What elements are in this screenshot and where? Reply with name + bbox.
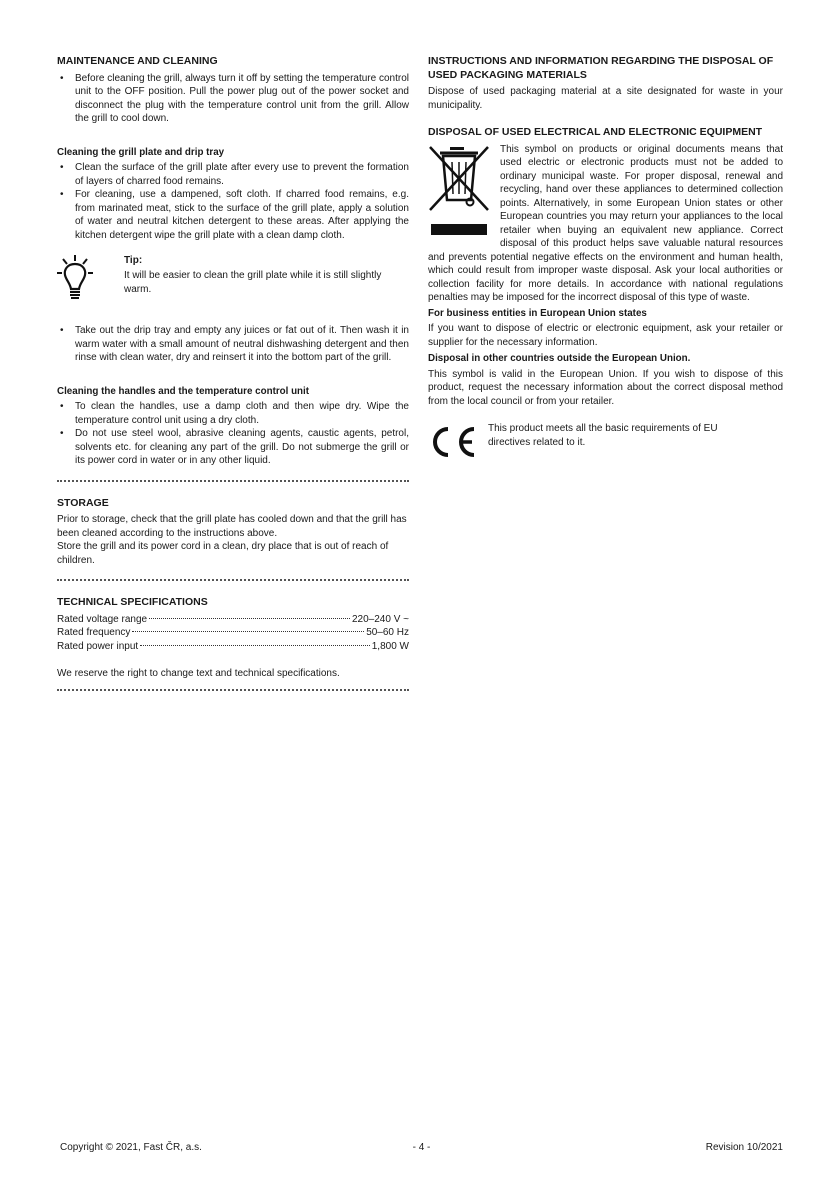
other-countries-heading: Disposal in other countries outside the European Union. [428,353,691,364]
footer-page-number: - 4 - [412,1142,431,1153]
plate-heading: Cleaning the grill plate and drip tray [57,146,225,158]
handles-list [57,400,409,468]
other-countries-text: This symbol is valid in the European Union. If you wish to dispose of this product, request the necessary information about the correct disposal method from the local council or from your retailer. [428,368,783,407]
plate-list [57,161,409,242]
spec-label: Rated voltage range [57,613,148,625]
spec-value: 50–60 Hz [366,627,409,638]
list-item: • To clean the handles, use a damp cloth and then wipe dry. Wipe the temperature control unit using a dry cloth. [57,400,409,427]
tip-box [57,254,409,312]
lightbulb-icon [57,254,93,304]
page-footer [60,1141,783,1155]
spec-value: 1,800 W [371,640,409,652]
storage-text: Prior to storage, check that the grill plate has cooled down and that the grill has been cleaned according to the instructions above. [57,514,407,539]
specs-heading: TECHNICAL SPECIFICATIONS [57,596,208,608]
ce-text: This product meets all the basic requirements of EU directives related to it. [488,423,718,448]
spec-value: 220–240 V ~ [352,613,409,625]
packaging-text: Dispose of used packaging material at a site designated for waste in your municipality. [428,86,783,111]
weee-block [428,143,783,305]
section-divider [57,689,409,691]
list-item: • Before cleaning the grill, always turn it off by setting the temperature control unit to the OFF position. Pull the power plug out of the power socket and disconnect the plug with the temperature control unit from the grill. Allow the grill to cool down. [57,72,409,126]
maintenance-heading: MAINTENANCE AND CLEANING [57,55,218,67]
packaging-heading: INSTRUCTIONS AND INFORMATION REGARDING THE DISPOSAL OF USED PACKAGING MATERIALS [428,55,774,81]
tip-title: Tip: [124,255,143,266]
business-text: If you want to dispose of electric or electronic equipment, ask your retailer or supplier for the necessary information. [428,323,783,348]
crossed-bin-icon [428,144,490,240]
business-heading: For business entities in European Union states [428,307,647,319]
list-item: • Do not use steel wool, abrasive cleaning agents, caustic agents, petrol, solvents etc. for cleaning any part of the grill. Do not submerge the grill or its power cord in water or in any other liquid. [57,427,409,468]
footer-copyright: Copyright © 2021, Fast ČR, a.s. [60,1142,202,1153]
handles-heading: Cleaning the handles and the temperature control unit [57,385,310,397]
left-column [57,55,409,706]
list-item: • Take out the drip tray and empty any juices or fat out of it. Then wash it in warm water with a small amount of neutral dishwashing detergent and then rinse with clean water, dry and reinsert it into the bottom part of the grill. [57,324,409,365]
ce-block [428,422,783,462]
section-divider [57,579,409,581]
list-item: • Clean the surface of the grill plate after every use to prevent the formation of layers of charred food remains. [57,161,409,188]
weee-text: This symbol on products or original documents means that used electric or electronic products must not be added to ordinary municipal waste. For proper disposal, renewal and recycling, hand over these appliances to determined collection points. Alternatively, in some European Union states or other European countries you may return your appliances to the local retailer when buying an equivalent new appliance. Correct disposal of this product helps save valuable natural resources and prevents potential negative effects on the environment and human health, which could result from improper waste disposal. Ask your local authorities or collection facility for more details. In accordance with national regulations penalties may be imposed for the incorrect disposal of this type of waste. [428,143,783,303]
list-item: • For cleaning, use a dampened, soft cloth. If charred food remains, e.g. from marinated meat, stick to the surface of the grill plate, apply a solution of water and neutral kitchen detergent to these areas. After applying the kitchen detergent wipe the grill plate with a clean damp cloth. [57,188,409,242]
spec-row [57,613,409,627]
spec-row [57,640,409,654]
spec-label: Rated frequency [57,627,131,638]
specs-note: We reserve the right to change text and technical specifications. [57,668,340,679]
storage-text: Store the grill and its power cord in a clean, dry place that is out of reach of children. [57,541,389,566]
storage-heading: STORAGE [57,496,109,509]
maintenance-intro-list [57,72,409,126]
weee-heading: DISPOSAL OF USED ELECTRICAL AND ELECTRONIC EQUIPMENT [428,126,763,138]
tip-text: It will be easier to clean the grill plate while it is still slightly warm. [124,270,382,295]
right-column [428,55,783,462]
section-divider [57,480,409,482]
footer-revision: Revision 10/2021 [705,1142,783,1153]
drip-list [57,324,409,365]
ce-mark-icon [428,426,476,458]
spec-row [57,626,409,640]
spec-label: Rated power input [57,640,139,652]
